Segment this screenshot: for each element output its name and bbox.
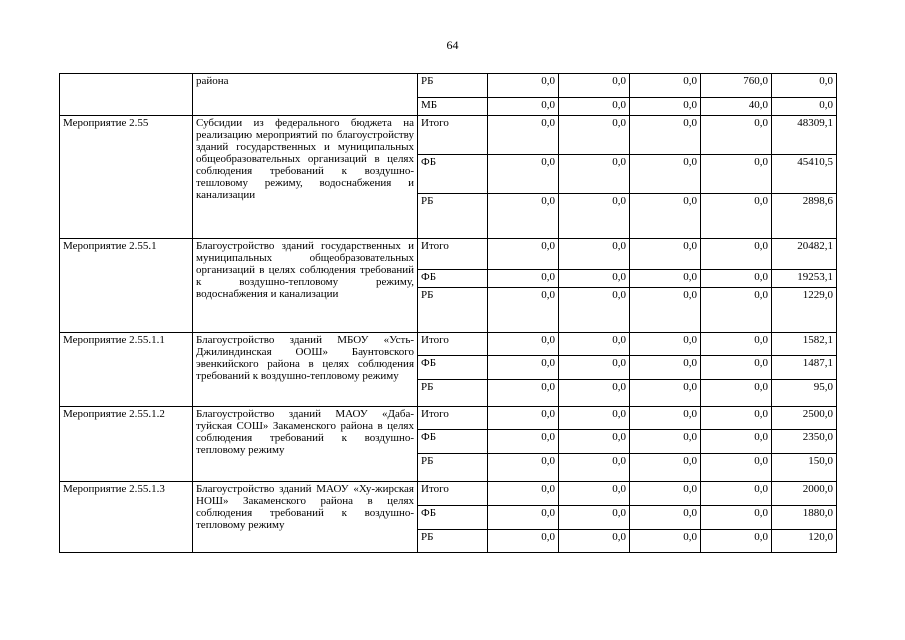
amount-cell: 0,0 [488,430,559,454]
amount-cell: 95,0 [772,380,837,407]
activity-description-cell: Благоустройство зданий МАОУ «Даба-туйская СОШ» Закаменского района в целях соблюдения требований к воздушно-тепловому режиму [193,407,418,482]
activity-id-cell [60,74,193,116]
budget-table [59,73,837,553]
amount-cell: 0,0 [630,116,701,155]
amount-cell: 0,0 [559,430,630,454]
amount-cell: 2500,0 [772,407,837,430]
activity-id-cell: Мероприятие 2.55.1 [60,239,193,333]
amount-cell: 1487,1 [772,356,837,380]
amount-cell: 0,0 [559,454,630,482]
amount-cell: 0,0 [488,270,559,288]
activity-id-cell: Мероприятие 2.55.1.1 [60,333,193,407]
amount-cell: 0,0 [701,482,772,506]
amount-cell: 0,0 [630,530,701,553]
amount-cell: 0,0 [701,333,772,356]
amount-cell: 0,0 [701,194,772,239]
funding-source-cell: ФБ [418,155,488,194]
amount-cell: 0,0 [488,454,559,482]
amount-cell: 0,0 [488,530,559,553]
amount-cell: 0,0 [559,530,630,553]
amount-cell: 0,0 [630,239,701,270]
activity-description-cell: Благоустройство зданий МАОУ «Ху-жирская НОШ» Закаменского района в целях соблюдения требований к воздушно-тепловому режиму [193,482,418,553]
amount-cell: 0,0 [488,288,559,333]
amount-cell: 45410,5 [772,155,837,194]
amount-cell: 0,0 [559,333,630,356]
amount-cell: 0,0 [630,430,701,454]
amount-cell: 0,0 [701,506,772,530]
amount-cell: 0,0 [630,74,701,98]
amount-cell: 2000,0 [772,482,837,506]
table-row [60,482,837,506]
table-row [60,116,837,155]
activity-description-cell: Благоустройство зданий МБОУ «Усть-Джилиндинская ООШ» Баунтовского эвенкийского района в целях соблюдения требований к воздушно-тепловому режиму [193,333,418,407]
amount-cell: 0,0 [559,356,630,380]
amount-cell: 20482,1 [772,239,837,270]
amount-cell: 0,0 [630,454,701,482]
amount-cell: 0,0 [630,482,701,506]
activity-id-cell: Мероприятие 2.55.1.3 [60,482,193,553]
amount-cell: 0,0 [701,380,772,407]
amount-cell: 760,0 [701,74,772,98]
amount-cell: 0,0 [559,506,630,530]
amount-cell: 0,0 [701,288,772,333]
amount-cell: 0,0 [701,430,772,454]
funding-source-cell: РБ [418,194,488,239]
amount-cell: 0,0 [559,380,630,407]
table-row [60,407,837,430]
activity-id-cell: Мероприятие 2.55.1.2 [60,407,193,482]
amount-cell: 1582,1 [772,333,837,356]
amount-cell: 0,0 [488,74,559,98]
funding-source-cell: РБ [418,454,488,482]
amount-cell: 2898,6 [772,194,837,239]
amount-cell: 0,0 [630,356,701,380]
activity-description-cell: Субсидии из федерального бюджета на реализацию мероприятий по благоустройству зданий государственных и муниципальных общеобразовательных организаций в целях соблюдения требований к воздушно-тешловому режиму, водоснабжения и канализации [193,116,418,239]
amount-cell: 0,0 [701,239,772,270]
amount-cell: 0,0 [488,333,559,356]
amount-cell: 1880,0 [772,506,837,530]
amount-cell: 0,0 [701,407,772,430]
amount-cell: 0,0 [630,333,701,356]
amount-cell: 0,0 [772,98,837,116]
amount-cell: 0,0 [488,239,559,270]
funding-source-cell: Итого [418,116,488,155]
amount-cell: 0,0 [488,194,559,239]
activity-description-cell: Благоустройство зданий государственных и муниципальных общеобразовательных организаций в целях соблюдения требований к воздушно-тепловому режиму, водоснабжения и канализации [193,239,418,333]
amount-cell: 0,0 [701,356,772,380]
amount-cell: 0,0 [630,506,701,530]
funding-source-cell: Итого [418,333,488,356]
amount-cell: 48309,1 [772,116,837,155]
amount-cell: 0,0 [630,380,701,407]
amount-cell: 0,0 [701,454,772,482]
funding-source-cell: РБ [418,288,488,333]
amount-cell: 0,0 [630,155,701,194]
amount-cell: 0,0 [559,155,630,194]
funding-source-cell: Итого [418,407,488,430]
amount-cell: 0,0 [701,530,772,553]
amount-cell: 1229,0 [772,288,837,333]
amount-cell: 0,0 [772,74,837,98]
amount-cell: 0,0 [559,74,630,98]
amount-cell: 0,0 [559,482,630,506]
amount-cell: 0,0 [559,407,630,430]
page-number: 64 [446,38,459,52]
table-body [60,74,837,553]
funding-source-cell: РБ [418,530,488,553]
amount-cell: 0,0 [488,155,559,194]
amount-cell: 0,0 [559,239,630,270]
table-row [60,333,837,356]
table-row [60,74,837,98]
amount-cell: 120,0 [772,530,837,553]
amount-cell: 0,0 [630,194,701,239]
amount-cell: 0,0 [488,356,559,380]
amount-cell: 0,0 [559,116,630,155]
funding-source-cell: МБ [418,98,488,116]
amount-cell: 2350,0 [772,430,837,454]
amount-cell: 0,0 [559,194,630,239]
funding-source-cell: РБ [418,380,488,407]
amount-cell: 0,0 [701,116,772,155]
amount-cell: 0,0 [488,506,559,530]
activity-id-cell: Мероприятие 2.55 [60,116,193,239]
amount-cell: 0,0 [488,482,559,506]
funding-source-cell: Итого [418,239,488,270]
funding-source-cell: РБ [418,74,488,98]
amount-cell: 0,0 [630,407,701,430]
amount-cell: 0,0 [488,98,559,116]
amount-cell: 0,0 [559,98,630,116]
amount-cell: 0,0 [630,288,701,333]
amount-cell: 19253,1 [772,270,837,288]
amount-cell: 0,0 [488,116,559,155]
funding-source-cell: ФБ [418,270,488,288]
amount-cell: 0,0 [559,288,630,333]
amount-cell: 0,0 [630,98,701,116]
table-row [60,239,837,270]
funding-source-cell: ФБ [418,356,488,380]
amount-cell: 0,0 [630,270,701,288]
funding-source-cell: ФБ [418,506,488,530]
amount-cell: 150,0 [772,454,837,482]
funding-source-cell: Итого [418,482,488,506]
amount-cell: 0,0 [701,155,772,194]
amount-cell: 0,0 [488,380,559,407]
amount-cell: 0,0 [488,407,559,430]
amount-cell: 0,0 [559,270,630,288]
activity-description-cell: района [193,74,418,116]
amount-cell: 0,0 [701,270,772,288]
amount-cell: 40,0 [701,98,772,116]
funding-source-cell: ФБ [418,430,488,454]
